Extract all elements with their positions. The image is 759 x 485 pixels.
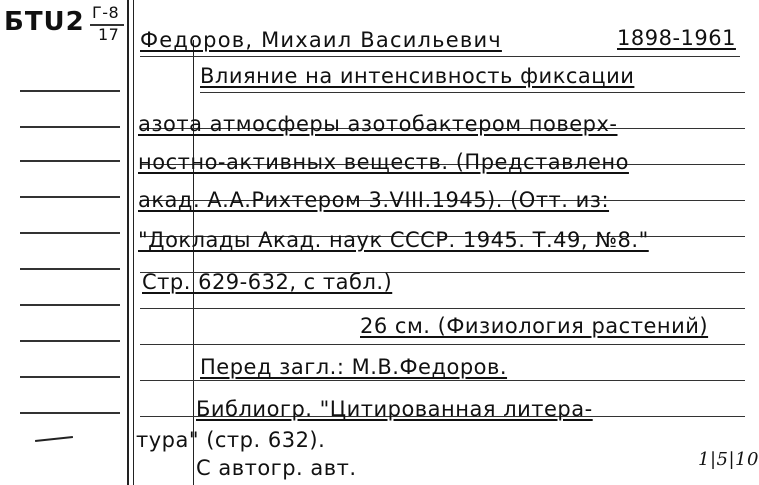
- left-margin-line: [127, 0, 129, 485]
- author-years: 1898-1961: [617, 26, 736, 50]
- title-line-1: Влияние на интенсивность фиксации: [200, 64, 635, 88]
- margin-rule: [20, 268, 120, 270]
- margin-rule: [20, 304, 120, 306]
- note-line-1: Перед загл.: М.В.Федоров.: [200, 355, 508, 379]
- margin-rule: [20, 126, 120, 128]
- title-line-3: ностно-активных веществ. (Представлено: [138, 150, 629, 174]
- margin-rule: [20, 340, 120, 342]
- title-line-4: акад. А.А.Рихтером 3.VIII.1945). (Отт. из:: [138, 188, 610, 212]
- text-rule: [140, 344, 745, 345]
- note-line-2: Библиогр. "Цитированная литера-: [196, 397, 593, 421]
- title-line-2: азота атмосферы азотобактером поверх-: [138, 112, 618, 136]
- call-number-main: БТU2: [4, 7, 85, 37]
- margin-rule: [20, 412, 120, 414]
- text-rule: [200, 92, 745, 93]
- call-number-denominator: 17: [98, 25, 120, 44]
- margin-rule: [20, 232, 120, 234]
- hand-dash-mark: [35, 436, 73, 442]
- note-line-3: тура" (стр. 632).: [136, 428, 326, 452]
- size-series-line: 26 см. (Физиология растений): [360, 314, 709, 338]
- text-rule: [140, 308, 745, 309]
- left-margin-line-inner: [133, 0, 134, 485]
- margin-rule: [20, 90, 120, 92]
- margin-rule: [20, 376, 120, 378]
- second-margin-line: [193, 40, 194, 485]
- title-line-5: "Доклады Акад. наук СССР. 1945. Т.49, №8.": [138, 228, 649, 252]
- author-heading: Федоров, Михаил Васильевич: [140, 28, 502, 52]
- text-rule: [140, 56, 740, 57]
- handwritten-mark: 1|5|10: [698, 449, 759, 470]
- margin-rule: [20, 160, 120, 162]
- call-number-numerator: Г-8: [92, 3, 120, 22]
- text-rule: [140, 380, 745, 381]
- margin-rule: [20, 196, 120, 198]
- note-line-4: С автогр. авт.: [196, 456, 357, 480]
- pages-line: Стр. 629-632, с табл.): [142, 270, 393, 294]
